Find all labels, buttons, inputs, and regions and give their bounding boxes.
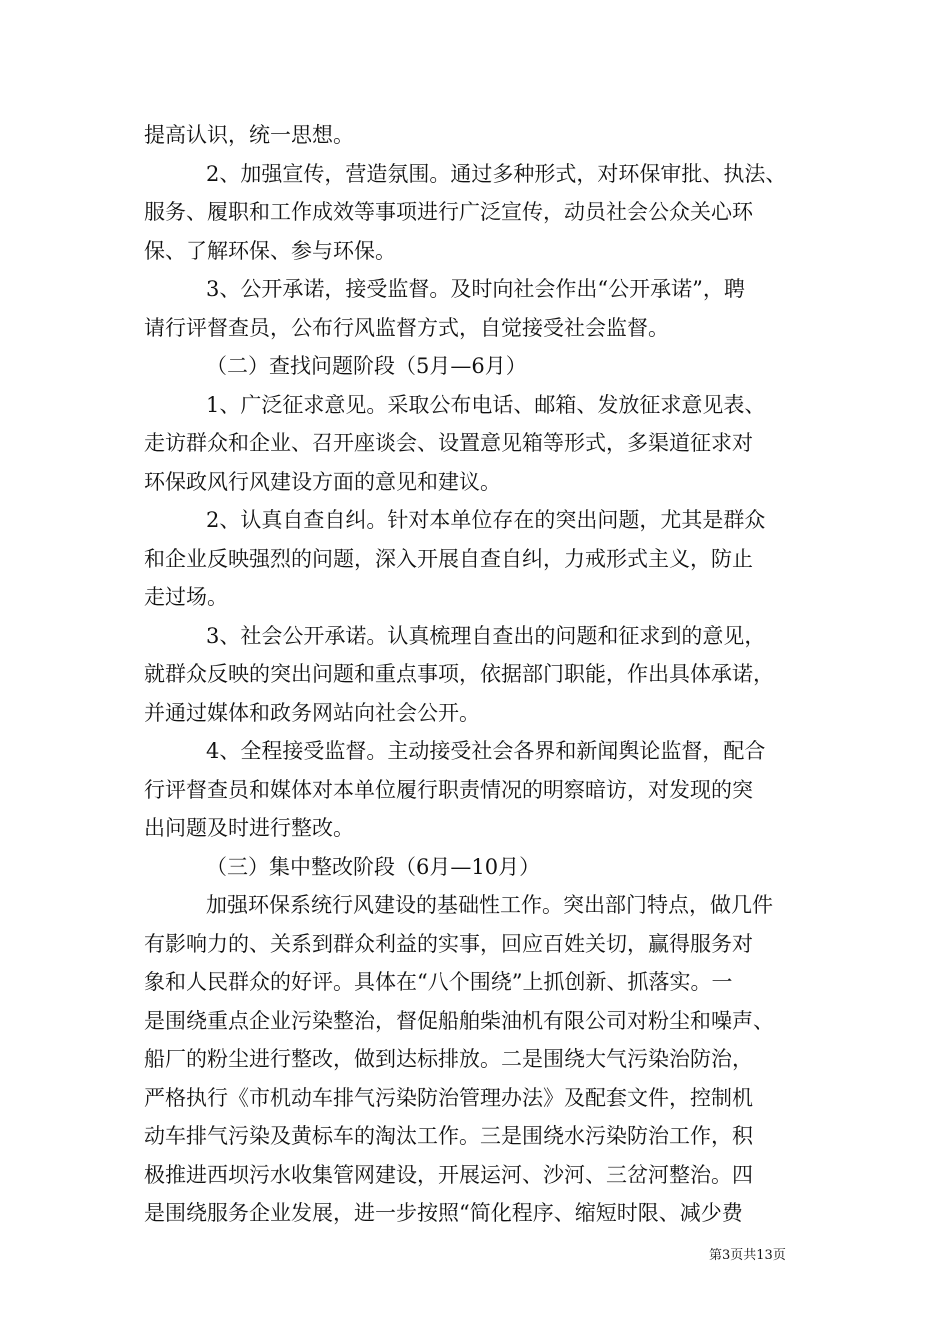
text-line: 3、社会公开承诺。认真梳理自查出的问题和征求到的意见， xyxy=(206,623,766,648)
text-line: 就群众反映的突出问题和重点事项，依据部门职能，作出具体承诺， xyxy=(144,662,774,686)
text-line: 保、了解环保、参与环保。 xyxy=(144,238,396,263)
text-line: 3、公开承诺，接受监督。及时向社会作出“公开承诺”，聘 xyxy=(206,277,745,301)
text-line: 动车排气污染及黄标车的淘汰工作。三是围绕水污染防治工作，积 xyxy=(144,1124,753,1148)
text-line: 有影响力的、关系到群众利益的实事，回应百姓关切，赢得服务对 xyxy=(144,931,753,956)
text-line: 2、认真自查自纠。针对本单位存在的突出问题，尤其是群众 xyxy=(206,508,766,532)
document-body xyxy=(144,116,810,1233)
text-line: 4、全程接受监督。主动接受社会各界和新闻舆论监督，配合 xyxy=(206,739,766,763)
text-line: 服务、履职和工作成效等事项进行广泛宣传，动员社会公众关心环 xyxy=(144,200,753,224)
text-line: 严格执行《市机动车排气污染防治管理办法》及配套文件，控制机 xyxy=(144,1085,753,1110)
page-number: 第3页共13页 xyxy=(709,1248,786,1263)
text-line: 环保政风行风建设方面的意见和建议。 xyxy=(144,469,501,494)
text-line: 提高认识，统一思想。 xyxy=(144,123,354,147)
text-line: 是围绕服务企业发展，进一步按照“简化程序、缩短时限、减少费 xyxy=(144,1201,743,1225)
text-line: 是围绕重点企业污染整治，督促船舶柴油机有限公司对粉尘和噪声、 xyxy=(144,1008,774,1033)
text-line: 和企业反映强烈的问题，深入开展自查自纠，力戒形式主义，防止 xyxy=(144,546,753,571)
text-line: 加强环保系统行风建设的基础性工作。突出部门特点，做几件 xyxy=(206,893,773,917)
text-line: 船厂的粉尘进行整改，做到达标排放。二是围绕大气污染治防治， xyxy=(144,1047,753,1071)
text-line: 2、加强宣传，营造氛围。通过多种形式，对环保审批、执法、 xyxy=(206,161,787,186)
text-line: 行评督查员和媒体对本单位履行职责情况的明察暗访，对发现的突 xyxy=(144,777,753,802)
text-line: 走访群众和企业、召开座谈会、设置意见箱等形式，多渠道征求对 xyxy=(144,431,753,455)
text-line: 象和人民群众的好评。具体在“八个围绕”上抓创新、抓落实。一 xyxy=(144,970,733,994)
text-line: 并通过媒体和政务网站向社会公开。 xyxy=(144,700,480,725)
text-line: （二）查找问题阶段（5月—6月） xyxy=(206,354,527,378)
text-line: 请行评督查员，公布行风监督方式，自觉接受社会监督。 xyxy=(144,315,669,340)
text-line: （三）集中整改阶段（6月—10月） xyxy=(206,854,541,879)
text-line: 1、广泛征求意见。采取公布电话、邮箱、发放征求意见表、 xyxy=(206,392,766,417)
text-line: 出问题及时进行整改。 xyxy=(144,816,354,840)
text-line: 走过场。 xyxy=(144,585,228,609)
text-line: 极推进西坝污水收集管网建设，开展运河、沙河、三岔河整治。四 xyxy=(144,1162,753,1187)
